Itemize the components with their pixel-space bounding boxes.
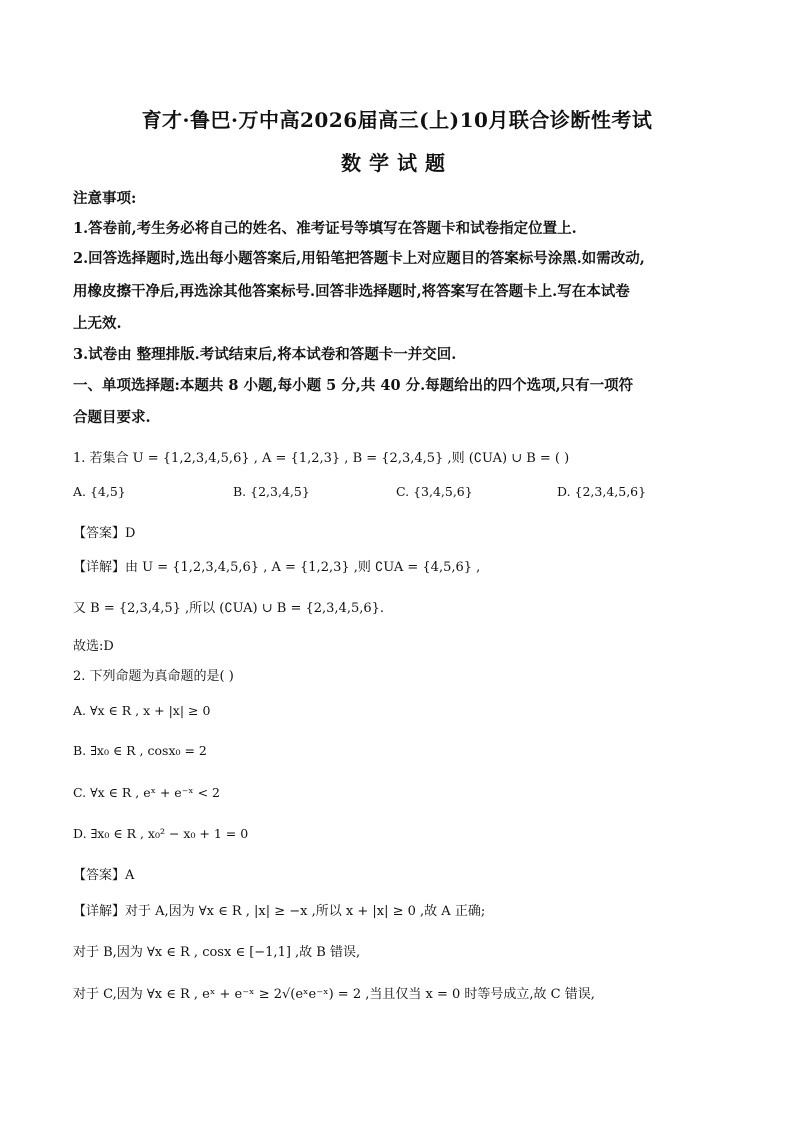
notice-item-2-line-1: 2.回答选择题时,选出每小题答案后,用铅笔把答题卡上对应题目的答案标号涂黑.如需改动, <box>73 250 645 267</box>
question-2-detail-line-2: 对于 B,因为 ∀x ∈ R , cosx ∈ [−1,1] ,故 B 错误, <box>73 945 361 960</box>
question-1-option-b: B. {2,3,4,5} <box>233 484 310 499</box>
question-1-option-d: D. {2,3,4,5,6} <box>557 484 647 499</box>
notice-item-2-line-2: 用橡皮擦干净后,再选涂其他答案标号.回答非选择题时,将答案写在答题卡上.写在本试卷 <box>73 283 630 300</box>
question-1-detail-line-2: 又 B = {2,3,4,5} ,所以 (∁UA) ∪ B = {2,3,4,5,6}. <box>73 601 385 616</box>
question-1-option-a: A. {4,5} <box>73 484 126 499</box>
section-heading-line-2: 合题目要求. <box>73 409 151 426</box>
question-2-detail-line-1: 【详解】对于 A,因为 ∀x ∈ R , |x| ≥ −x ,所以 x + |x| ≥ 0 ,故 A 正确; <box>73 904 486 919</box>
exam-title: 育才·鲁巴·万中高2026届高三(上)10月联合诊断性考试 <box>141 108 653 132</box>
question-2-stem: 2. 下列命题为真命题的是( ) <box>73 669 234 684</box>
question-1-detail-line-1: 【详解】由 U = {1,2,3,4,5,6} , A = {1,2,3} ,则 ∁UA = {4,5,6} , <box>73 560 481 575</box>
question-2-detail-line-3: 对于 C,因为 ∀x ∈ R , eˣ + e⁻ˣ ≥ 2√(eˣe⁻ˣ) = 2 ,当且仅当 x = 0 时等号成立,故 C 错误, <box>73 987 595 1002</box>
question-1-conclusion: 故选:D <box>73 639 114 654</box>
question-2-option-b: B. ∃x₀ ∈ R , cosx₀ = 2 <box>73 743 207 758</box>
notice-item-2-line-3: 上无效. <box>73 315 122 332</box>
notice-heading: 注意事项: <box>73 190 137 207</box>
notice-item-3: 3.试卷由 整理排版.考试结束后,将本试卷和答题卡一并交回. <box>73 346 457 363</box>
exam-subtitle: 数学试题 <box>341 151 453 175</box>
question-1-stem: 1. 若集合 U = {1,2,3,4,5,6} , A = {1,2,3} , B = {2,3,4,5} ,则 (∁UA) ∪ B = ( ) <box>73 451 570 466</box>
notice-item-1: 1.答卷前,考生务必将自己的姓名、准考证号等填写在答题卡和试卷指定位置上. <box>73 220 577 237</box>
section-heading-line-1: 一、单项选择题:本题共 8 小题,每小题 5 分,共 40 分.每题给出的四个选项,只有一项符 <box>73 377 634 394</box>
question-2-option-c: C. ∀x ∈ R , eˣ + e⁻ˣ < 2 <box>73 785 220 800</box>
question-2-option-d: D. ∃x₀ ∈ R , x₀² − x₀ + 1 = 0 <box>73 826 249 841</box>
question-1-answer: 【答案】D <box>73 526 136 541</box>
question-2-option-a: A. ∀x ∈ R , x + |x| ≥ 0 <box>73 703 211 718</box>
question-1-option-c: C. {3,4,5,6} <box>396 484 473 499</box>
question-2-answer: 【答案】A <box>73 868 135 883</box>
